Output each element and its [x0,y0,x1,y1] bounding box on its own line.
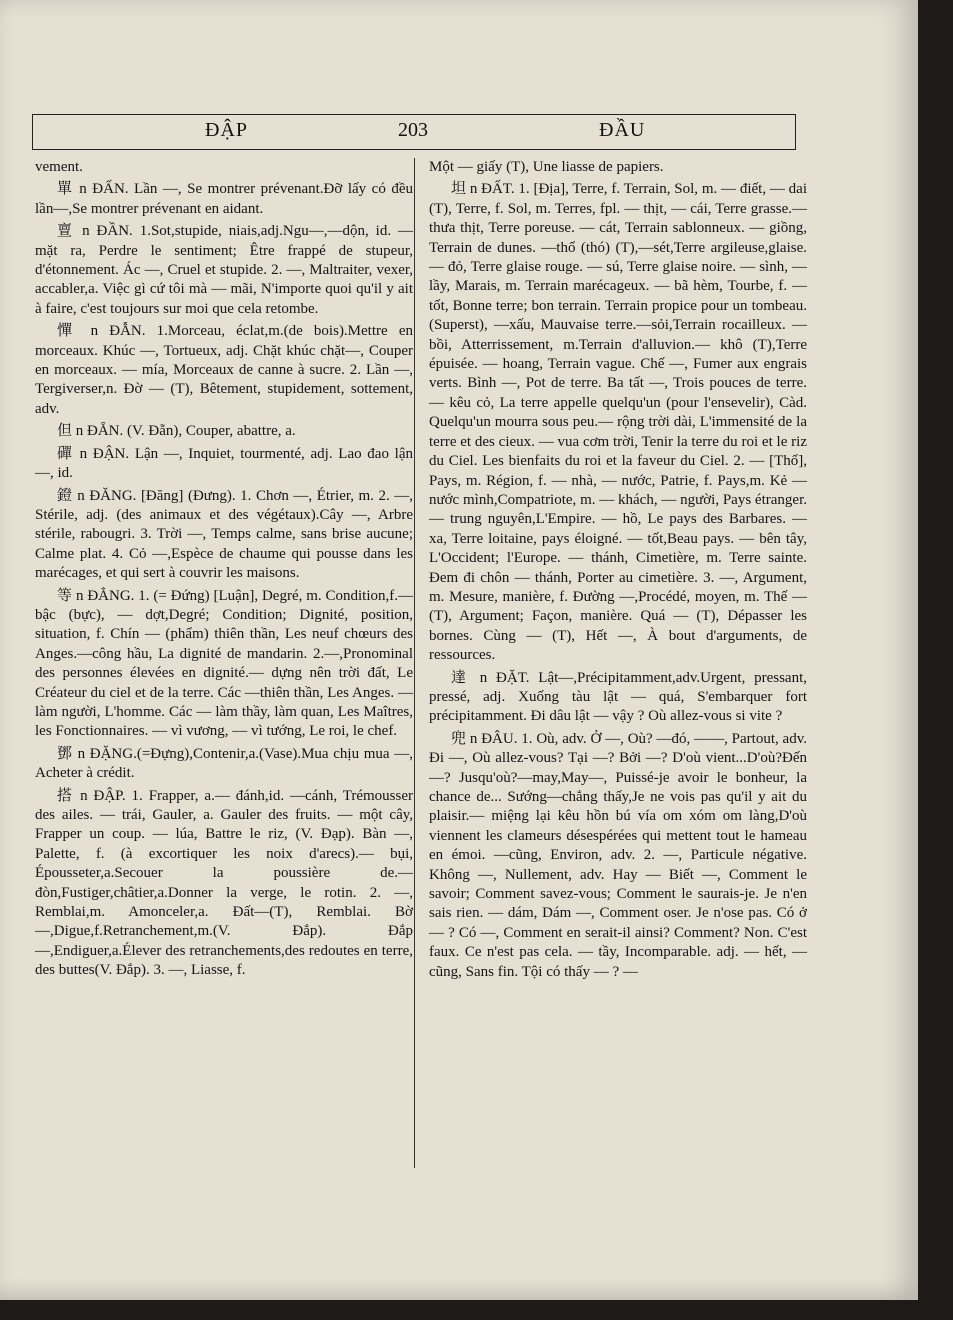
entry-dan-3: 憚 n ĐẪN. 1.Morceau, éclat,m.(de bois).Mettre en morceaux. Khúc —, Tortueux, adj. Chặt khúc chặt—, Couper en morceaux. — mía, Morceaux de canne à sucre. 2. Lần —, Tergiverser,n. Đờ — (T), Bêtement, stupidement, sottement, adv. [35,323,413,417]
entry-dau: 兜 n ĐÂU. 1. Où, adv. Ở —, Où? —đó, ——, Partout, adv. Đi —, Où allez-vous? Tại —? Bởi —? D'où vient...D'où?Đến—? Jusqu'où?—may,May—, Puissé-je avoir le bonheur, la chance de... Sướng—chẳng thấy,Je ne vois pas qu'il y ait du plaisir.— miệng lại kêu hồn bú vía om xóm om làng,D'où viennent les clameurs désespérées qui mettent tout le hameau en émoi. —cũng, Environ, adv. 2. —, Particule négative. Không —, Nullement, adv. Hay — Biết —, Comment le savoir; Comment savez-vous; Comment le saurais-je. Je n'en sais rien. — dám, Dám —, Comment oser. Je n'ose pas. Có ở — ? Có —, Comment en serait-il ainsi? Comment? Non. C'est faux. Ce n'est pas cela. — tầy, Incomparable. adj. — hết, — cũng, Sans fin. Tội có thấy — ? — [429,730,807,980]
left-column [35,158,413,981]
entry-dat-2: 達 n ĐẶT. Lật—,Précipitamment,adv.Urgent, pressant, pressé, adj. Xuống tàu lật — quá, S'embarquer fort précipitamment. Đi dâu lật — vậy ? Où allez-vous si vite ? [429,669,807,725]
entry-continuation: vement. [35,159,83,175]
entry-dang-3: 鄧 n ĐẶNG.(=Đựng),Contenir,a.(Vase).Mua chịu mua —, Acheter à crédit. [35,745,413,782]
entry-dap: 搭 n ĐẬP. 1. Frapper, a.— đánh,id. —cánh, Trémousser des ailes. — trái, Gauler, a. Gauler des fruits. — một cây, Frapper un coup. — lúa, Battre le riz, (V. Đạp). Bàn —, Palette, f. (à excortiquer les noix d'arecs).— bụi, Épousseter,a.Secouer la poussière de.—đòn,Fustiger,châtier,a.Donner la verge, le rotin. 2. —, Remblai,m. Amonceler,a. Đất—(T), Remblai. Bờ—,Digue,f.Retranchement,m.(V. Đắp). Đắp—,Endiguer,a.Élever des retranchements,des redoutes en terre, des buttes(V. Đắp). 3. —, Liasse, f. [35,787,413,979]
entry-dang-1: 鐙 n ĐĂNG. [Đăng] (Đưng). 1. Chơn —, Étrier, m. 2. —, Stérile, adj. (des animaux et des végétaux).Cây —, Arbre stérile, rabougri. 3. Trời —, Temps calme, sans brise aucune; Calme plat. 4. Cỏ —,Espèce de chaume qui pousse dans les marécages, et qui sert à couvrir les maisons. [35,487,413,582]
entry-dang-2: 等 n ĐẲNG. 1. (= Đứng) [Luận], Degré, m. Condition,f.—bậc (bực), — dợt,Degré; Condition; Dignité, position, situation, f. Chín — (phẩm) thiên thần, Les neuf chœurs des Anges.—công hầu, La dignité de mandarin. 2.—,Pronominal des personnes élevées en dignité.— dựng nên trời đất, Le Créateur du ciel et de la terre. Các —thiên thần, Les Anges. — làm người, L'homme. Các — làm thầy, làm quan, Les Maîtres, les Fonctionnaires. — vì vương, — vì tướng, Le roi, le chef. [35,587,413,740]
page-header [32,114,796,150]
entry-continuation: Một — giấy (T), Une liasse de papiers. [429,159,664,175]
entry-dan-4: 但 n ĐẴN. (V. Đẵn), Couper, abattre, a. [57,423,296,440]
entry-dan-1: 單 n ĐẤN. Lần —, Se montrer prévenant.Đỡ lấy có đều lần—,Se montrer prévenant en aidant. [35,181,413,217]
entry-dan-5: 磾 n ĐẬN. Lận —, Inquiet, tourmenté, adj. Lao đao lận —, id. [35,445,413,482]
header-left-word: ĐẬP [205,119,249,141]
right-column [429,158,807,982]
page-number: 203 [398,119,428,141]
entry-dan-2: 亶 n ĐẦN. 1.Sot,stupide, niais,adj.Ngu—,—dộn, id. — mặt ra, Perdre le sentiment; Être frappé de stupeur, d'étonnement. Ác —, Cruel et stupide. 2. —, Maltraiter, vexer, accabler,a. Việc gì cứ tôi mà — mãi, N'importe quoi qu'il y ait à faire, c'est toujours sur moi que cela retombe. [35,223,413,317]
header-right-word: ĐẦU [599,119,646,141]
column-divider [414,158,415,1168]
entry-dat-1: 坦 n ĐẤT. 1. [Địa], Terre, f. Terrain, Sol, m. — điết, — dai (T), Terre, f. Sol, m. Terres, fpl. — thịt, — cái, Terre grasse.— thưa thịt, Terre poreuse. — cát, Terrain sablonneux. — giồng, Terrain de dunes. —thổ (thó) (T),—sét,Terre argileuse,glaise. — đỏ, Terre glaise rouge. — sú, Terre glaise noire. — sình, — lầy, Marais, m. Terrain marécageux. — bã hèm, Tourbe, f. — tốt, Bonne terre; bon terrain. Terrain propice pour un tombeau.(Superst), —xấu, Mauvaise terre.—sỏi,Terrain rocailleux. —bồi, Atterrissement, m.Terrain d'alluvion.— khô (T),Terre épuisée. — hoang, Terrain vague. Chế —, Fumer aux engrais verts. Bình —, Pot de terre. Ba tất —, Trois pouces de terre. — kêu cỏ, La terre appelle quelqu'un (pour l'ensevelir), Càd. Quelqu'un mourra sous peu.— rộng trời dài, L'immensité de la terre et des cieux. — vua cơm trời, Tenir la terre du roi et le riz du Ciel. Les bienfaits du roi et la faveur du Ciel. 2. — [Thổ], Pays, m. Région, f. — nhà, — nước, Patrie, f. Pays,m. Kẻ — nước mình,Compatriote, m. — khách, — người, Pays étranger. — trung nguyên,L'Empire. — hồ, Le pays des Barbares. — xa, Terre loitaine, pays éloigné. — tốt,Beau pays. — bên tây, L'Occident; l'Europe. — thánh, Cimetière, m. Terre sainte. Đem đi chôn — thánh, Porter au cimetière. 3. —, Argument, m. Mesure, manière, f. Đường —,Procédé, moyen, m. Thế — (T), Argument; Façon, manière. Quá — (T), Dépasser les bornes. Cùng — (T), Hết —, À bout d'arguments, de ressources. [429,181,807,664]
